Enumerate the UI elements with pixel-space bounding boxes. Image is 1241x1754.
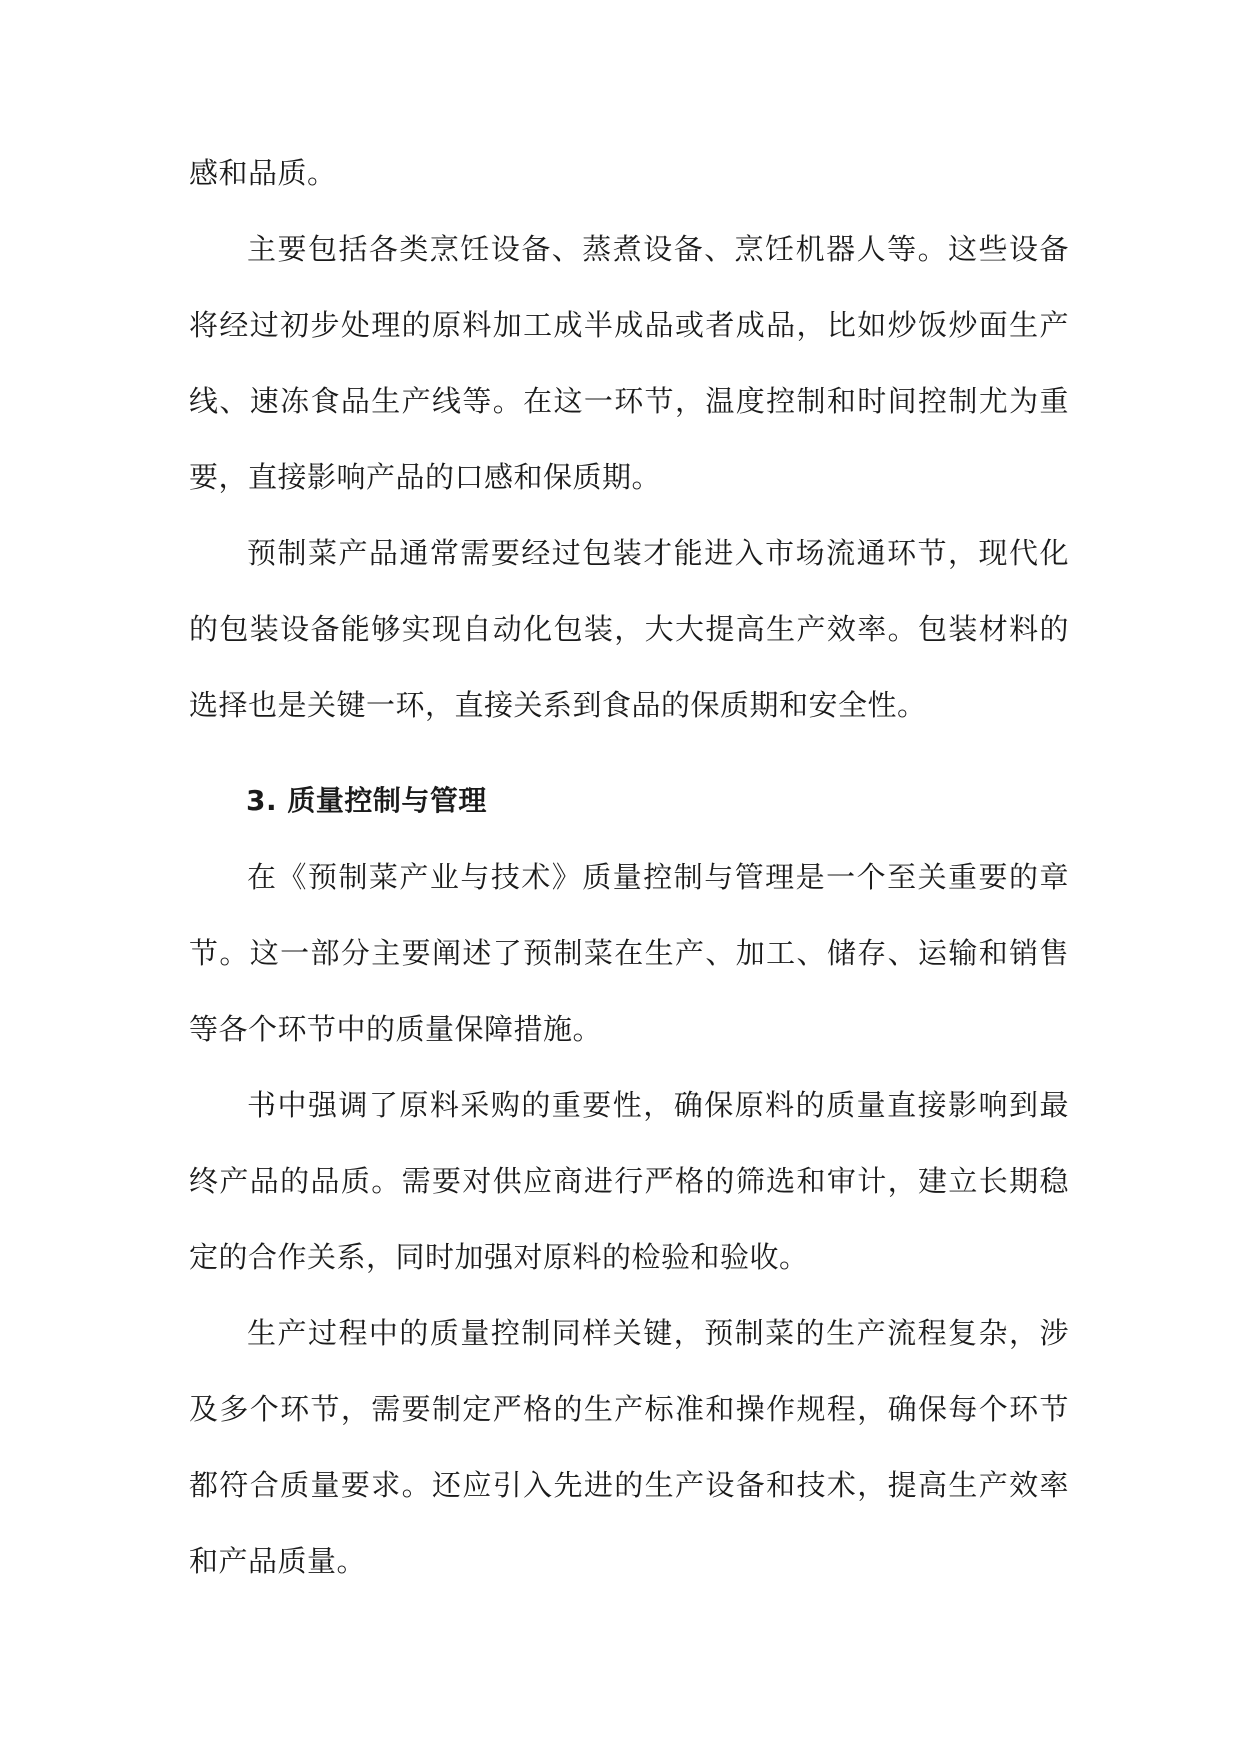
- paragraph: 预制菜产品通常需要经过包装才能进入市场流通环节，现代化的包装设备能够实现自动化包装，大大提高生产效率。包装材料的选择也是关键一环，直接关系到食品的保质期和安全性。: [189, 536, 1069, 722]
- section-quality-control: [189, 763, 1069, 1599]
- section-heading: 3. 质量控制与管理: [246, 784, 487, 817]
- paragraph: 在《预制菜产业与技术》质量控制与管理是一个至关重要的章节。这一部分主要阐述了预制菜在生产、加工、储存、运输和销售等各个环节中的质量保障措施。: [189, 860, 1069, 1046]
- paragraph: 主要包括各类烹饪设备、蒸煮设备、烹饪机器人等。这些设备将经过初步处理的原料加工成半成品或者成品，比如炒饭炒面生产线、速冻食品生产线等。在这一环节，温度控制和时间控制尤为重要，直接影响产品的口感和保质期。: [189, 232, 1069, 494]
- body-text-before: [189, 135, 1069, 743]
- paragraph: 生产过程中的质量控制同样关键，预制菜的生产流程复杂，涉及多个环节，需要制定严格的生产标准和操作规程，确保每个环节都符合质量要求。还应引入先进的生产设备和技术，提高生产效率和产品质量。: [189, 1316, 1069, 1578]
- paragraph-continuation: 感和品质。: [189, 156, 337, 190]
- paragraph: 书中强调了原料采购的重要性，确保原料的质量直接影响到最终产品的品质。需要对供应商进行严格的筛选和审计，建立长期稳定的合作关系，同时加强对原料的检验和验收。: [189, 1088, 1069, 1274]
